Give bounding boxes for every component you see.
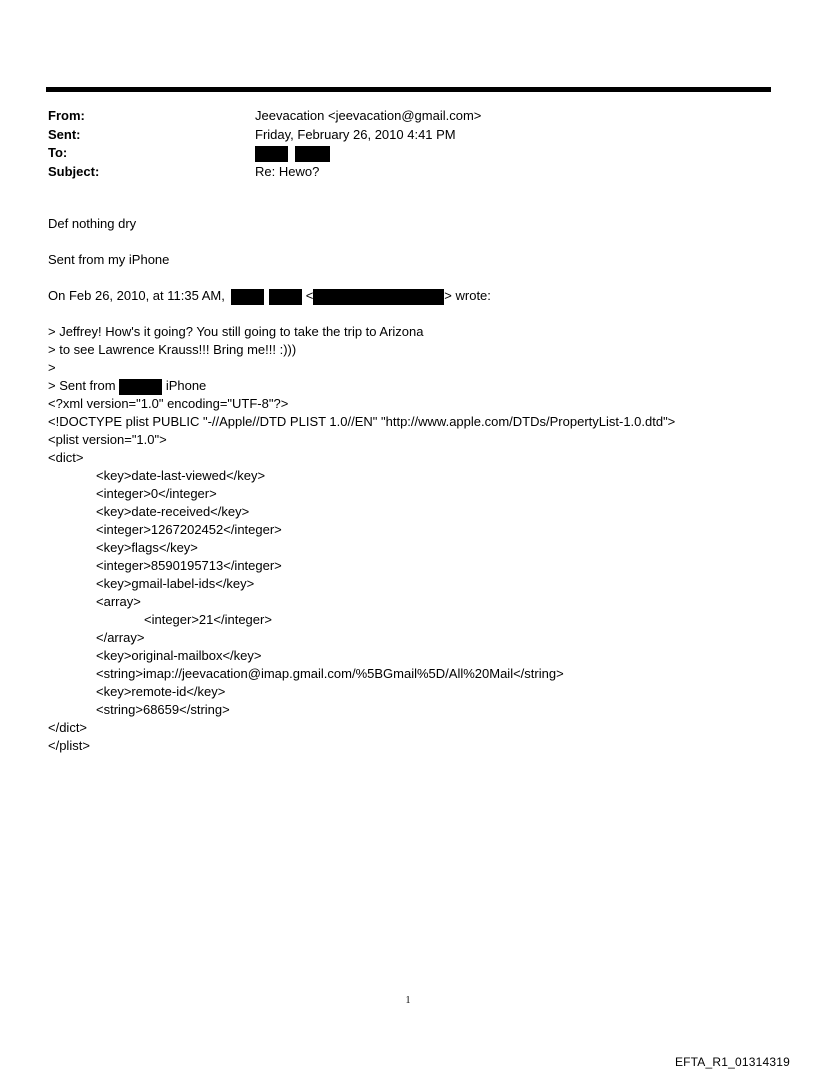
quoted-line bbox=[48, 377, 788, 395]
plist-line: <string>imap://jeevacation@imap.gmail.com/%5BGmail%5D/All%20Mail</string> bbox=[96, 666, 564, 681]
redaction-box bbox=[255, 146, 288, 162]
plist-line: <integer>0</integer> bbox=[96, 486, 217, 501]
plist-line: <integer>8590195713</integer> bbox=[96, 558, 282, 573]
quoted-sent-suffix: iPhone bbox=[165, 378, 207, 393]
subject-row bbox=[48, 163, 748, 182]
redaction-box bbox=[119, 379, 162, 395]
quoted-line: > Jeffrey! How's it going? You still going to take the trip to Arizona bbox=[48, 324, 424, 339]
redaction-box bbox=[295, 146, 330, 162]
signature-text: Sent from my iPhone bbox=[48, 252, 170, 267]
quoted-line: > bbox=[48, 360, 56, 375]
wrote-line bbox=[48, 287, 788, 305]
plist-line: <dict> bbox=[48, 450, 84, 465]
plist-line: </array> bbox=[96, 630, 145, 645]
subject-value: Re: Hewo? bbox=[255, 163, 320, 179]
plist-line: <?xml version="1.0" encoding="UTF-8"?> bbox=[48, 396, 289, 411]
plist-line: <key>original-mailbox</key> bbox=[96, 648, 262, 663]
sent-value: Friday, February 26, 2010 4:41 PM bbox=[255, 126, 456, 142]
redaction-box bbox=[231, 289, 264, 305]
to-label: To: bbox=[48, 145, 68, 160]
quoted-sent-prefix: > Sent from bbox=[48, 378, 116, 393]
plist-line: <!DOCTYPE plist PUBLIC "-//Apple//DTD PLIST 1.0//EN" "http://www.apple.com/DTDs/PropertyList-1.0.dtd"> bbox=[48, 414, 676, 429]
wrote-lt: < bbox=[305, 288, 314, 303]
wrote-prefix: On Feb 26, 2010, at 11:35 AM, bbox=[48, 288, 225, 303]
from-value: Jeevacation <jeevacation@gmail.com> bbox=[255, 108, 482, 123]
plist-line: <key>gmail-label-ids</key> bbox=[96, 576, 255, 591]
plist-line: <string>68659</string> bbox=[96, 702, 230, 717]
wrote-suffix: > wrote: bbox=[444, 288, 491, 303]
plist-line: </plist> bbox=[48, 738, 90, 753]
email-body bbox=[48, 215, 788, 755]
from-row bbox=[48, 107, 748, 126]
reply-text: Def nothing dry bbox=[48, 216, 137, 231]
header-rule bbox=[46, 87, 771, 92]
quoted-line: > to see Lawrence Krauss!!! Bring me!!! :))) bbox=[48, 342, 297, 357]
sent-row bbox=[48, 126, 748, 145]
page-number: 1 bbox=[405, 995, 411, 1006]
plist-line: <key>date-received</key> bbox=[96, 504, 250, 519]
to-row bbox=[48, 144, 748, 163]
redaction-box bbox=[269, 289, 302, 305]
plist-line: <integer>21</integer> bbox=[144, 612, 272, 627]
sent-label: Sent: bbox=[48, 126, 81, 142]
plist-line: <plist version="1.0"> bbox=[48, 432, 167, 447]
from-label: From: bbox=[48, 108, 85, 123]
email-header bbox=[48, 107, 748, 181]
plist-line: <key>flags</key> bbox=[96, 540, 198, 555]
plist-line: </dict> bbox=[48, 720, 88, 735]
plist-line: <array> bbox=[96, 594, 141, 609]
subject-label: Subject: bbox=[48, 163, 100, 179]
plist-line: <integer>1267202452</integer> bbox=[96, 522, 282, 537]
redaction-box bbox=[313, 289, 444, 305]
bates-number: EFTA_R1_01314319 bbox=[674, 1055, 790, 1069]
plist-line: <key>date-last-viewed</key> bbox=[96, 468, 266, 483]
plist-line: <key>remote-id</key> bbox=[96, 684, 226, 699]
to-value bbox=[255, 144, 330, 162]
